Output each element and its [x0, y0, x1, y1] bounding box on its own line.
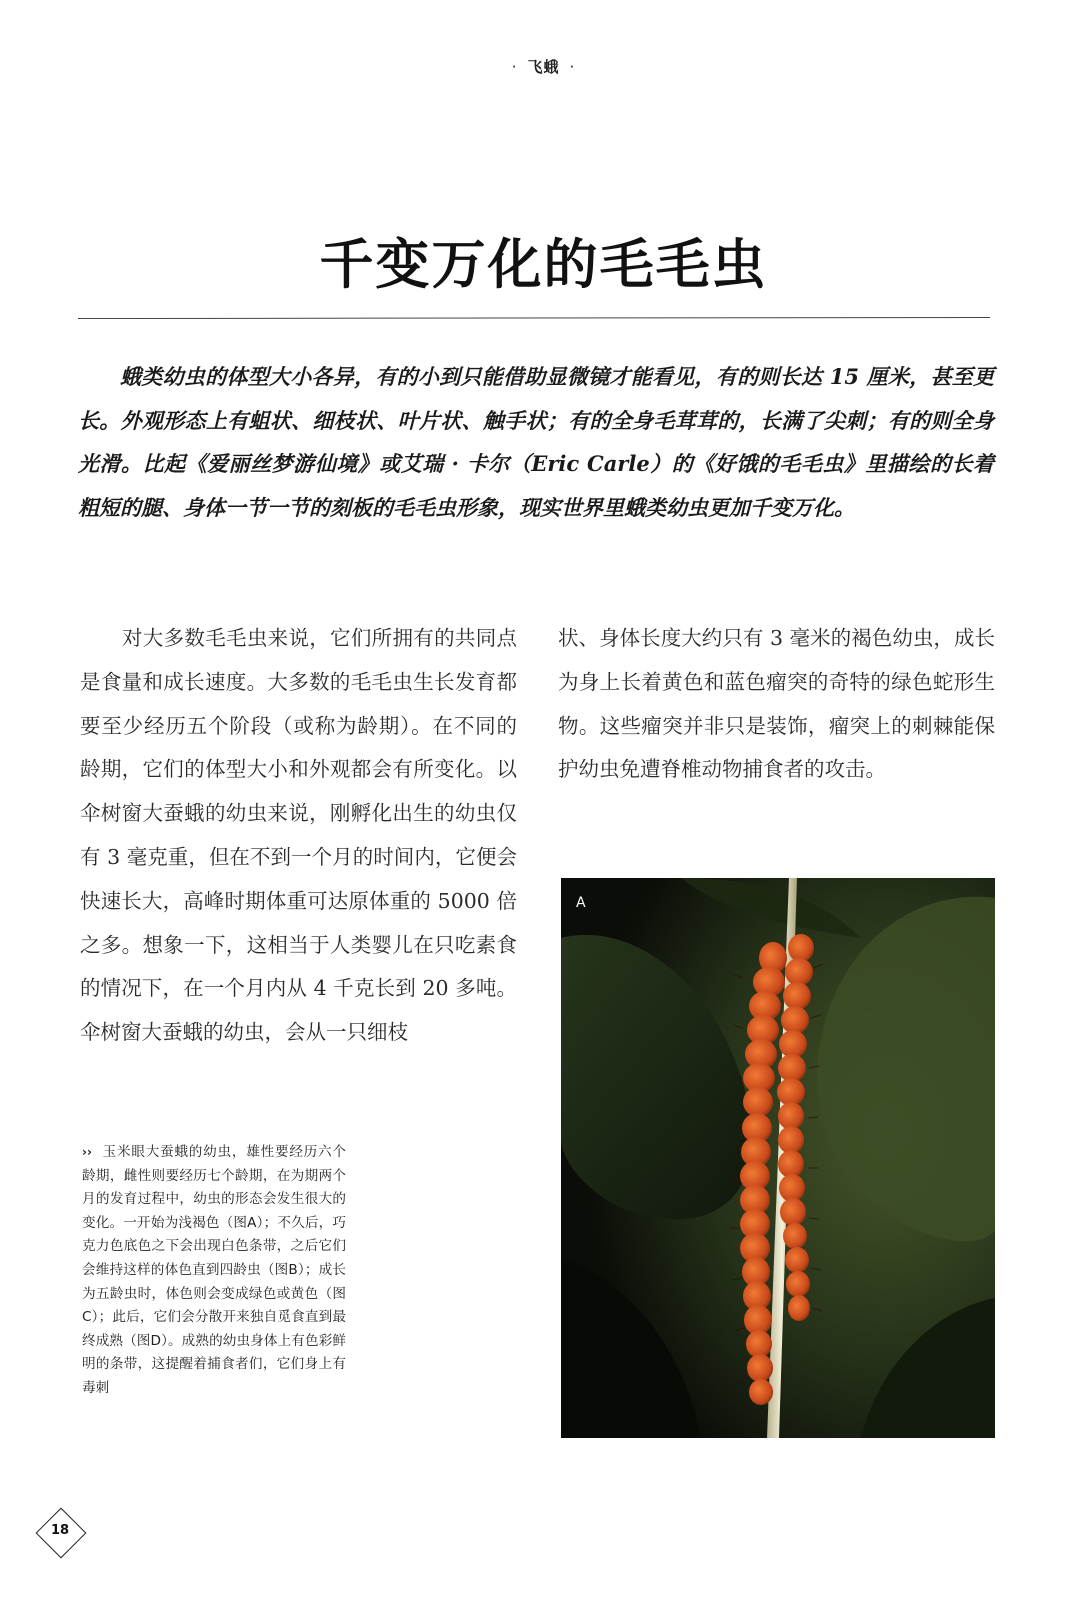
section-name: 飞蛾	[527, 58, 560, 76]
page-number-badge	[36, 1508, 84, 1556]
header-dot-left: ·	[511, 58, 518, 76]
running-header	[0, 56, 1087, 77]
title-divider	[78, 317, 990, 319]
caterpillar-photo-illustration	[561, 878, 995, 1438]
body-text-left-column: 对大多数毛毛虫来说，它们所拥有的共同点是食量和成长速度。大多数的毛毛虫生长发育都要至少经历五个阶段（或称为龄期）。在不同的龄期，它们的体型大小和外观都会有所变化。以伞树窗大蚕蛾的幼虫来说，刚孵化出生的幼虫仅有 3 毫克重，但在不到一个月的时间内，它便会快速长大，高峰时期体重可达原体重的 5000 倍之多。想象一下，这相当于人类婴儿在只吃素食的情况下，在一个月内从 4 千克长到 20 多吨。伞树窗大蚕蛾的幼虫，会从一只细枝	[80, 626, 517, 1045]
intro-paragraph: 蛾类幼虫的体型大小各异，有的小到只能借助显微镜才能看见，有的则长达 15 厘米，甚至更长。外观形态上有蛆状、细枝状、叶片状、触手状；有的全身毛茸茸的，长满了尖刺；有的则全身光滑。比起《爱丽丝梦游仙境》或艾瑞 · 卡尔（Eric Carle）的《好饿的毛毛虫》里描绘的长着粗短的腿、身体一节一节的刻板的毛毛虫形象，现实世界里蛾类幼虫更加千变万化。	[78, 364, 994, 520]
page-number: 18	[50, 1523, 70, 1538]
header-dot-right: ·	[569, 58, 576, 76]
caption-text: 玉米眼大蚕蛾的幼虫，雄性要经历六个龄期，雌性则要经历七个龄期，在为期两个月的发育过程中，幼虫的形态会发生很大的变化。一开始为浅褐色（图A）；不久后，巧克力色底色之下会出现白色条带，之后它们会维持这样的体色直到四龄虫（图B）；成长为五龄虫时，体色则会变成绿色或黄色（图C）；此后，它们会分散开来独自觅食直到最终成熟（图D）。成熟的幼虫身体上有色彩鲜明的条带，这提醒着捕食者们，它们身上有毒刺	[82, 1144, 346, 1396]
photo-label: A	[576, 895, 586, 911]
caterpillar-photo	[561, 878, 995, 1438]
body-text-right-column: 状、身体长度大约只有 3 毫米的褐色幼虫，成长为身上长着黄色和蓝色瘤突的奇特的绿色蛇形生物。这些瘤突并非只是装饰，瘤突上的刺棘能保护幼虫免遭脊椎动物捕食者的攻击。	[558, 626, 995, 782]
caption-marker-icon: ››	[82, 1145, 92, 1159]
photo-caption	[82, 1141, 346, 1401]
page-title: 千变万化的毛毛虫	[319, 233, 768, 296]
